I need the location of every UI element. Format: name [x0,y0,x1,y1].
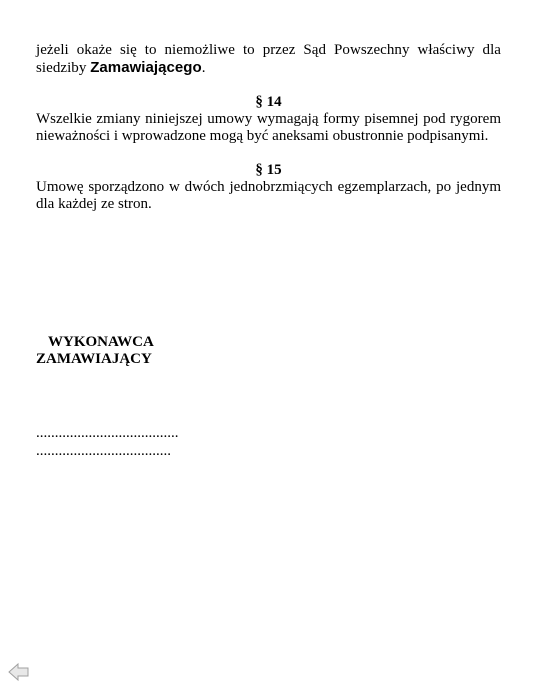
section-15-heading: § 15 [255,162,282,178]
section-15-text: Umowę sporządzono w dwóch jednobrzmiących egzemplarzach, po jednym dla każdej ze stron. [36,179,501,212]
spacer [36,77,501,94]
document-page [36,42,501,213]
closing-paragraph-end: . [201,60,206,76]
party-name-bold: Zamawiającego [90,59,202,76]
closing-paragraph [36,42,501,77]
signature-lines [36,424,179,460]
client-label: ZAMAWIAJĄCY [36,351,152,367]
signature-labels [36,334,154,368]
back-arrow-icon[interactable] [8,662,30,682]
section-14-heading: § 14 [255,94,282,110]
spacer [36,145,501,162]
section-14-text: Wszelkie zmiany niniejszej umowy wymagają formy pisemnej pod rygorem nieważności i wprowadzone mogą być aneksami obustronnie podpisanymi. [36,111,501,144]
signature-line-1: ...................................... [36,425,179,441]
signature-line-2: .................................... [36,443,171,459]
contractor-label: WYKONAWCA [48,334,154,350]
closing-paragraph-text: jeżeli okaże się to niemożliwe to przez Sąd Powszechny właściwy dla siedziby [36,42,501,76]
